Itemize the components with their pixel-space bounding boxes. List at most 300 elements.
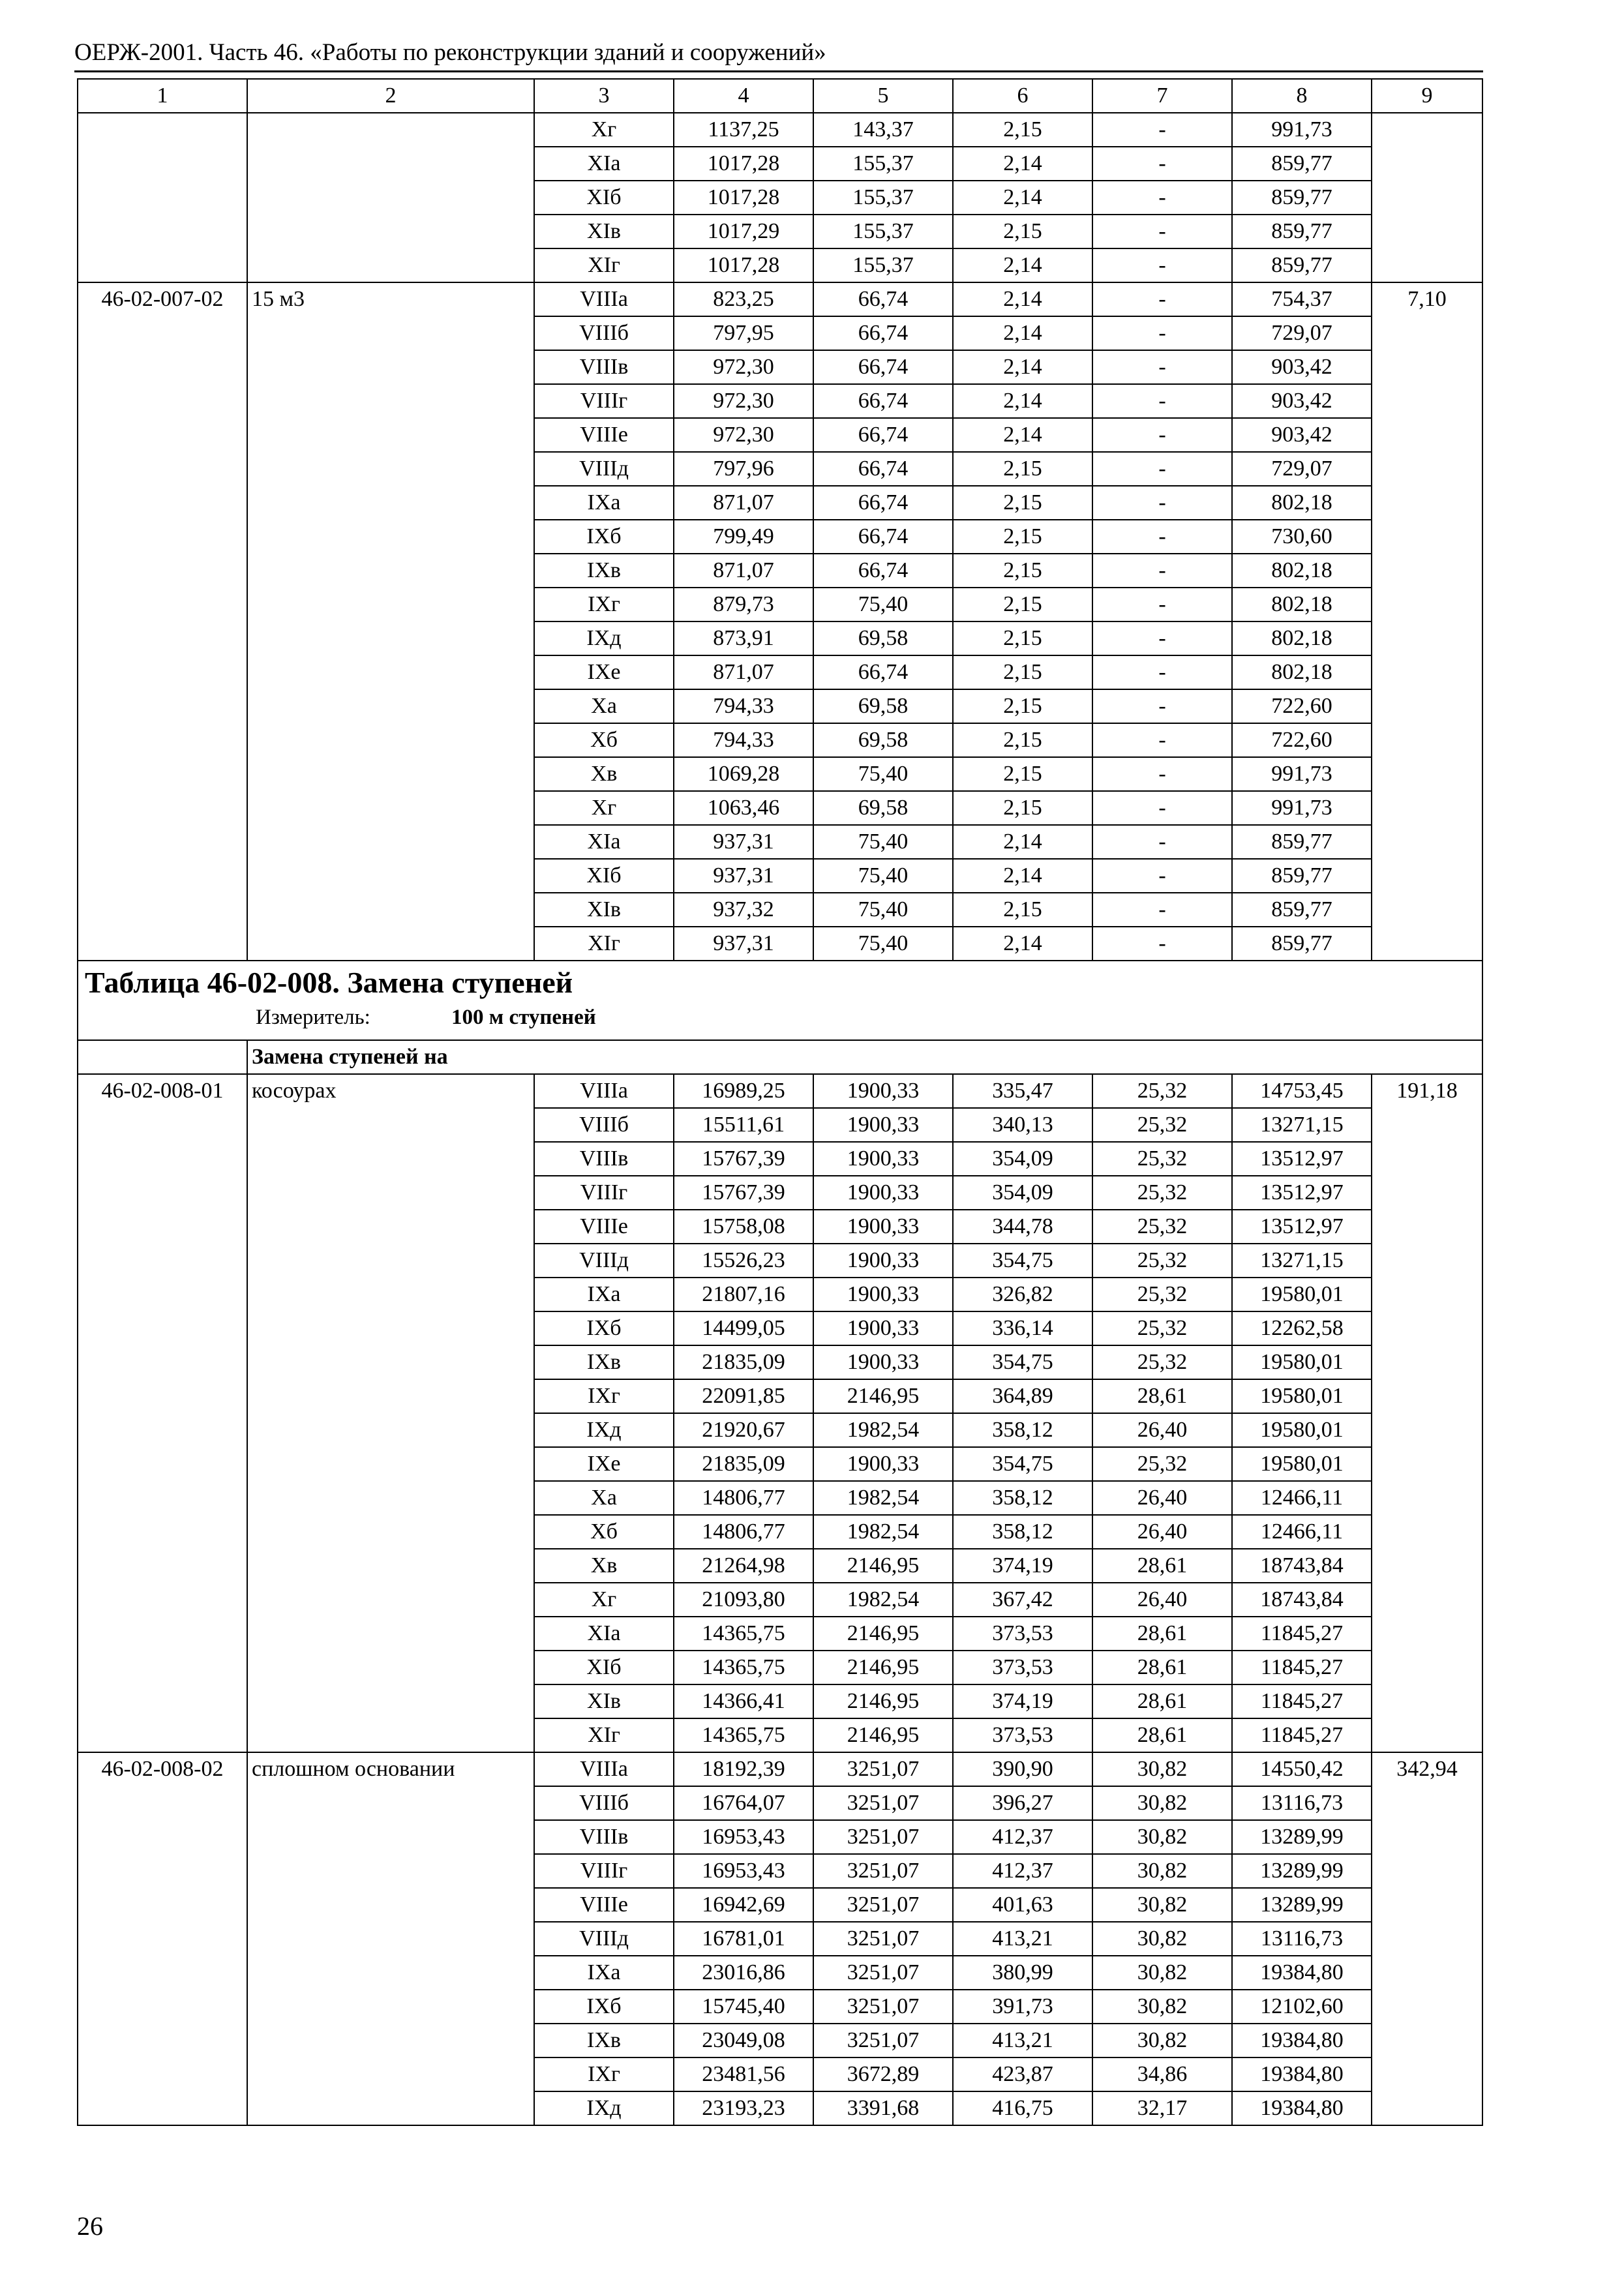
rate-code-cell: 46-02-008-01 (78, 1074, 247, 1752)
labor-cost-cell: 1982,54 (813, 1481, 953, 1515)
zone-cell: XIг (534, 248, 674, 282)
zone-cell: VIIIд (534, 1244, 674, 1278)
zone-cell: IXа (534, 1956, 674, 1990)
driver-wage-cell: - (1092, 927, 1232, 961)
direct-cost-cell: 794,33 (674, 723, 813, 757)
driver-wage-cell: - (1092, 181, 1232, 215)
driver-wage-cell: 28,61 (1092, 1549, 1232, 1583)
driver-wage-cell: - (1092, 520, 1232, 554)
direct-cost-cell: 15526,23 (674, 1244, 813, 1278)
driver-wage-cell: 30,82 (1092, 1820, 1232, 1854)
labor-cost-cell: 1900,33 (813, 1278, 953, 1311)
labor-cost-cell: 69,58 (813, 689, 953, 723)
direct-cost-cell: 14365,75 (674, 1718, 813, 1752)
driver-wage-cell: - (1092, 486, 1232, 520)
labor-cost-cell: 1900,33 (813, 1311, 953, 1345)
materials-cost-cell: 19580,01 (1232, 1447, 1372, 1481)
labor-cost-cell: 3251,07 (813, 1888, 953, 1922)
column-number: 5 (813, 79, 953, 113)
direct-cost-cell: 937,31 (674, 825, 813, 859)
labor-hours-cell (1372, 113, 1482, 282)
zone-cell: IXе (534, 1447, 674, 1481)
unit-of-measure (85, 1002, 1475, 1033)
machine-cost-cell: 2,15 (953, 588, 1092, 621)
labor-cost-cell: 66,74 (813, 655, 953, 689)
unit-value: 100 м ступеней (451, 1006, 596, 1029)
materials-cost-cell: 14753,45 (1232, 1074, 1372, 1108)
machine-cost-cell: 2,14 (953, 316, 1092, 350)
table-title-cell (78, 961, 1482, 1040)
materials-cost-cell: 13289,99 (1232, 1820, 1372, 1854)
zone-cell: XIг (534, 927, 674, 961)
direct-cost-cell: 873,91 (674, 621, 813, 655)
materials-cost-cell: 12466,11 (1232, 1515, 1372, 1549)
zone-cell: VIIIе (534, 1210, 674, 1244)
materials-cost-cell: 11845,27 (1232, 1684, 1372, 1718)
driver-wage-cell: 25,32 (1092, 1311, 1232, 1345)
zone-cell: Xг (534, 113, 674, 147)
direct-cost-cell: 937,32 (674, 893, 813, 927)
driver-wage-cell: - (1092, 859, 1232, 893)
materials-cost-cell: 13289,99 (1232, 1854, 1372, 1888)
driver-wage-cell: 26,40 (1092, 1481, 1232, 1515)
zone-cell: XIа (534, 147, 674, 181)
zone-cell: XIа (534, 825, 674, 859)
labor-cost-cell: 3391,68 (813, 2091, 953, 2125)
driver-wage-cell: 25,32 (1092, 1142, 1232, 1176)
materials-cost-cell: 13271,15 (1232, 1108, 1372, 1142)
machine-cost-cell: 2,15 (953, 655, 1092, 689)
direct-cost-cell: 972,30 (674, 384, 813, 418)
work-name-cell: 15 м3 (247, 282, 534, 961)
zone-cell: IXа (534, 1278, 674, 1311)
rate-code-cell: 46-02-008-02 (78, 1752, 247, 2125)
running-header: ОЕРЖ-2001. Часть 46. «Работы по реконструкции зданий и сооружений» (74, 39, 826, 66)
materials-cost-cell: 19384,80 (1232, 1956, 1372, 1990)
column-number: 9 (1372, 79, 1482, 113)
materials-cost-cell: 12466,11 (1232, 1481, 1372, 1515)
direct-cost-cell: 14806,77 (674, 1515, 813, 1549)
materials-cost-cell: 859,77 (1232, 825, 1372, 859)
zone-cell: IXв (534, 554, 674, 588)
labor-cost-cell: 1900,33 (813, 1210, 953, 1244)
work-name-cell: сплошном основании (247, 1752, 534, 2125)
zone-cell: VIIIб (534, 1786, 674, 1820)
machine-cost-cell: 373,53 (953, 1617, 1092, 1651)
driver-wage-cell: - (1092, 248, 1232, 282)
direct-cost-cell: 16989,25 (674, 1074, 813, 1108)
machine-cost-cell: 358,12 (953, 1515, 1092, 1549)
materials-cost-cell: 19384,80 (1232, 2091, 1372, 2125)
labor-cost-cell: 1982,54 (813, 1583, 953, 1617)
direct-cost-cell: 1017,28 (674, 147, 813, 181)
materials-cost-cell: 722,60 (1232, 689, 1372, 723)
direct-cost-cell: 14365,75 (674, 1651, 813, 1684)
driver-wage-cell: 30,82 (1092, 1956, 1232, 1990)
direct-cost-cell: 21093,80 (674, 1583, 813, 1617)
materials-cost-cell: 19580,01 (1232, 1278, 1372, 1311)
machine-cost-cell: 374,19 (953, 1549, 1092, 1583)
materials-cost-cell: 12102,60 (1232, 1990, 1372, 2024)
direct-cost-cell: 797,96 (674, 452, 813, 486)
direct-cost-cell: 871,07 (674, 655, 813, 689)
labor-cost-cell: 3672,89 (813, 2057, 953, 2091)
driver-wage-cell: 25,32 (1092, 1278, 1232, 1311)
driver-wage-cell: - (1092, 723, 1232, 757)
subheading-spacer (78, 1040, 247, 1074)
machine-cost-cell: 2,15 (953, 757, 1092, 791)
direct-cost-cell: 14366,41 (674, 1684, 813, 1718)
labor-cost-cell: 155,37 (813, 248, 953, 282)
driver-wage-cell: - (1092, 554, 1232, 588)
table-row (78, 282, 1482, 316)
zone-cell: VIIIг (534, 1176, 674, 1210)
labor-cost-cell: 3251,07 (813, 1922, 953, 1956)
zone-cell: IXа (534, 486, 674, 520)
materials-cost-cell: 11845,27 (1232, 1718, 1372, 1752)
driver-wage-cell: 30,82 (1092, 1752, 1232, 1786)
labor-cost-cell: 66,74 (813, 452, 953, 486)
zone-cell: IXб (534, 1311, 674, 1345)
zone-cell: XIб (534, 181, 674, 215)
driver-wage-cell: - (1092, 757, 1232, 791)
labor-cost-cell: 75,40 (813, 893, 953, 927)
zone-cell: IXд (534, 621, 674, 655)
machine-cost-cell: 2,14 (953, 181, 1092, 215)
direct-cost-cell: 23016,86 (674, 1956, 813, 1990)
materials-cost-cell: 11845,27 (1232, 1617, 1372, 1651)
machine-cost-cell: 2,14 (953, 248, 1092, 282)
machine-cost-cell: 413,21 (953, 2024, 1092, 2057)
machine-cost-cell: 2,14 (953, 859, 1092, 893)
driver-wage-cell: 34,86 (1092, 2057, 1232, 2091)
direct-cost-cell: 15767,39 (674, 1176, 813, 1210)
labor-cost-cell: 2146,95 (813, 1379, 953, 1413)
direct-cost-cell: 1137,25 (674, 113, 813, 147)
zone-cell: XIг (534, 1718, 674, 1752)
materials-cost-cell: 903,42 (1232, 418, 1372, 452)
machine-cost-cell: 340,13 (953, 1108, 1092, 1142)
direct-cost-cell: 15745,40 (674, 1990, 813, 2024)
machine-cost-cell: 354,75 (953, 1447, 1092, 1481)
zone-cell: IXв (534, 2024, 674, 2057)
machine-cost-cell: 391,73 (953, 1990, 1092, 2024)
materials-cost-cell: 859,77 (1232, 859, 1372, 893)
driver-wage-cell: 25,32 (1092, 1244, 1232, 1278)
machine-cost-cell: 326,82 (953, 1278, 1092, 1311)
driver-wage-cell: 28,61 (1092, 1684, 1232, 1718)
rate-code-cell: 46-02-007-02 (78, 282, 247, 961)
materials-cost-cell: 13512,97 (1232, 1142, 1372, 1176)
direct-cost-cell: 1017,28 (674, 248, 813, 282)
labor-cost-cell: 155,37 (813, 181, 953, 215)
driver-wage-cell: - (1092, 825, 1232, 859)
direct-cost-cell: 16781,01 (674, 1922, 813, 1956)
zone-cell: VIIIе (534, 418, 674, 452)
labor-cost-cell: 66,74 (813, 316, 953, 350)
machine-cost-cell: 367,42 (953, 1583, 1092, 1617)
driver-wage-cell: 25,32 (1092, 1074, 1232, 1108)
labor-cost-cell: 155,37 (813, 215, 953, 248)
materials-cost-cell: 13512,97 (1232, 1210, 1372, 1244)
zone-cell: IXг (534, 2057, 674, 2091)
materials-cost-cell: 13116,73 (1232, 1786, 1372, 1820)
machine-cost-cell: 396,27 (953, 1786, 1092, 1820)
direct-cost-cell: 1017,28 (674, 181, 813, 215)
labor-cost-cell: 66,74 (813, 554, 953, 588)
driver-wage-cell: 30,82 (1092, 1990, 1232, 2024)
machine-cost-cell: 412,37 (953, 1820, 1092, 1854)
zone-cell: VIIIг (534, 1854, 674, 1888)
zone-cell: Xв (534, 757, 674, 791)
driver-wage-cell: - (1092, 621, 1232, 655)
machine-cost-cell: 2,15 (953, 689, 1092, 723)
direct-cost-cell: 23193,23 (674, 2091, 813, 2125)
driver-wage-cell: 28,61 (1092, 1718, 1232, 1752)
labor-cost-cell: 66,74 (813, 486, 953, 520)
labor-cost-cell: 2146,95 (813, 1718, 953, 1752)
materials-cost-cell: 730,60 (1232, 520, 1372, 554)
table-title-row (78, 961, 1482, 1040)
materials-cost-cell: 903,42 (1232, 384, 1372, 418)
work-name-cell (247, 113, 534, 282)
materials-cost-cell: 729,07 (1232, 452, 1372, 486)
direct-cost-cell: 15758,08 (674, 1210, 813, 1244)
machine-cost-cell: 354,75 (953, 1345, 1092, 1379)
direct-cost-cell: 21264,98 (674, 1549, 813, 1583)
materials-cost-cell: 802,18 (1232, 655, 1372, 689)
machine-cost-cell: 2,14 (953, 927, 1092, 961)
labor-cost-cell: 3251,07 (813, 1956, 953, 1990)
direct-cost-cell: 871,07 (674, 554, 813, 588)
zone-cell: VIIIв (534, 1142, 674, 1176)
labor-cost-cell: 3251,07 (813, 1752, 953, 1786)
materials-cost-cell: 802,18 (1232, 588, 1372, 621)
zone-cell: VIIIв (534, 1820, 674, 1854)
direct-cost-cell: 972,30 (674, 350, 813, 384)
materials-cost-cell: 12262,58 (1232, 1311, 1372, 1345)
rates-table (77, 78, 1483, 2126)
direct-cost-cell: 21807,16 (674, 1278, 813, 1311)
driver-wage-cell: - (1092, 418, 1232, 452)
direct-cost-cell: 23481,56 (674, 2057, 813, 2091)
direct-cost-cell: 823,25 (674, 282, 813, 316)
page-number: 26 (77, 2211, 103, 2241)
labor-cost-cell: 1900,33 (813, 1244, 953, 1278)
machine-cost-cell: 354,75 (953, 1244, 1092, 1278)
direct-cost-cell: 794,33 (674, 689, 813, 723)
machine-cost-cell: 2,14 (953, 350, 1092, 384)
direct-cost-cell: 937,31 (674, 859, 813, 893)
driver-wage-cell: - (1092, 588, 1232, 621)
materials-cost-cell: 18743,84 (1232, 1583, 1372, 1617)
column-number: 3 (534, 79, 674, 113)
column-number: 7 (1092, 79, 1232, 113)
materials-cost-cell: 859,77 (1232, 893, 1372, 927)
driver-wage-cell: 30,82 (1092, 1888, 1232, 1922)
zone-cell: XIб (534, 859, 674, 893)
driver-wage-cell: 25,32 (1092, 1345, 1232, 1379)
zone-cell: VIIIб (534, 1108, 674, 1142)
labor-cost-cell: 75,40 (813, 588, 953, 621)
column-number: 8 (1232, 79, 1372, 113)
driver-wage-cell: 32,17 (1092, 2091, 1232, 2125)
driver-wage-cell: 28,61 (1092, 1617, 1232, 1651)
machine-cost-cell: 2,15 (953, 893, 1092, 927)
driver-wage-cell: 30,82 (1092, 1786, 1232, 1820)
machine-cost-cell: 2,15 (953, 723, 1092, 757)
labor-cost-cell: 1900,33 (813, 1074, 953, 1108)
machine-cost-cell: 2,15 (953, 113, 1092, 147)
labor-cost-cell: 1982,54 (813, 1515, 953, 1549)
labor-cost-cell: 143,37 (813, 113, 953, 147)
materials-cost-cell: 722,60 (1232, 723, 1372, 757)
driver-wage-cell: - (1092, 350, 1232, 384)
labor-cost-cell: 75,40 (813, 859, 953, 893)
table-subheading: Замена ступеней на (247, 1040, 1482, 1074)
driver-wage-cell: 26,40 (1092, 1413, 1232, 1447)
zone-cell: IXб (534, 1990, 674, 2024)
labor-cost-cell: 3251,07 (813, 1854, 953, 1888)
driver-wage-cell: - (1092, 655, 1232, 689)
subheading-row (78, 1040, 1482, 1074)
materials-cost-cell: 19580,01 (1232, 1345, 1372, 1379)
driver-wage-cell: - (1092, 384, 1232, 418)
machine-cost-cell: 358,12 (953, 1413, 1092, 1447)
machine-cost-cell: 2,14 (953, 825, 1092, 859)
driver-wage-cell: 30,82 (1092, 2024, 1232, 2057)
machine-cost-cell: 336,14 (953, 1311, 1092, 1345)
direct-cost-cell: 21835,09 (674, 1447, 813, 1481)
labor-cost-cell: 69,58 (813, 791, 953, 825)
driver-wage-cell: 28,61 (1092, 1379, 1232, 1413)
direct-cost-cell: 18192,39 (674, 1752, 813, 1786)
materials-cost-cell: 19580,01 (1232, 1413, 1372, 1447)
zone-cell: Xа (534, 689, 674, 723)
machine-cost-cell: 374,19 (953, 1684, 1092, 1718)
machine-cost-cell: 354,09 (953, 1176, 1092, 1210)
labor-cost-cell: 3251,07 (813, 1990, 953, 2024)
materials-cost-cell: 903,42 (1232, 350, 1372, 384)
labor-cost-cell: 2146,95 (813, 1651, 953, 1684)
materials-cost-cell: 802,18 (1232, 621, 1372, 655)
machine-cost-cell: 2,15 (953, 452, 1092, 486)
materials-cost-cell: 18743,84 (1232, 1549, 1372, 1583)
driver-wage-cell: 30,82 (1092, 1922, 1232, 1956)
direct-cost-cell: 15767,39 (674, 1142, 813, 1176)
machine-cost-cell: 373,53 (953, 1718, 1092, 1752)
rates-table-body (78, 79, 1482, 2125)
materials-cost-cell: 13271,15 (1232, 1244, 1372, 1278)
driver-wage-cell: - (1092, 113, 1232, 147)
zone-cell: IXе (534, 655, 674, 689)
materials-cost-cell: 859,77 (1232, 215, 1372, 248)
zone-cell: IXг (534, 1379, 674, 1413)
zone-cell: Xа (534, 1481, 674, 1515)
materials-cost-cell: 991,73 (1232, 757, 1372, 791)
machine-cost-cell: 2,15 (953, 215, 1092, 248)
zone-cell: IXв (534, 1345, 674, 1379)
direct-cost-cell: 14806,77 (674, 1481, 813, 1515)
machine-cost-cell: 412,37 (953, 1854, 1092, 1888)
labor-cost-cell: 1900,33 (813, 1142, 953, 1176)
machine-cost-cell: 354,09 (953, 1142, 1092, 1176)
materials-cost-cell: 14550,42 (1232, 1752, 1372, 1786)
labor-cost-cell: 66,74 (813, 520, 953, 554)
materials-cost-cell: 13116,73 (1232, 1922, 1372, 1956)
machine-cost-cell: 358,12 (953, 1481, 1092, 1515)
labor-cost-cell: 1900,33 (813, 1176, 953, 1210)
machine-cost-cell: 380,99 (953, 1956, 1092, 1990)
direct-cost-cell: 1069,28 (674, 757, 813, 791)
labor-cost-cell: 75,40 (813, 927, 953, 961)
direct-cost-cell: 21835,09 (674, 1345, 813, 1379)
materials-cost-cell: 729,07 (1232, 316, 1372, 350)
direct-cost-cell: 1017,29 (674, 215, 813, 248)
zone-cell: IXд (534, 1413, 674, 1447)
machine-cost-cell: 2,15 (953, 520, 1092, 554)
materials-cost-cell: 991,73 (1232, 791, 1372, 825)
column-number: 1 (78, 79, 247, 113)
materials-cost-cell: 991,73 (1232, 113, 1372, 147)
zone-cell: VIIIа (534, 282, 674, 316)
zone-cell: XIв (534, 893, 674, 927)
direct-cost-cell: 15511,61 (674, 1108, 813, 1142)
driver-wage-cell: 25,32 (1092, 1108, 1232, 1142)
materials-cost-cell: 754,37 (1232, 282, 1372, 316)
zone-cell: VIIIб (534, 316, 674, 350)
driver-wage-cell: - (1092, 893, 1232, 927)
direct-cost-cell: 16953,43 (674, 1820, 813, 1854)
labor-hours-cell: 342,94 (1372, 1752, 1482, 2125)
driver-wage-cell: - (1092, 452, 1232, 486)
machine-cost-cell: 344,78 (953, 1210, 1092, 1244)
labor-cost-cell: 1982,54 (813, 1413, 953, 1447)
materials-cost-cell: 859,77 (1232, 181, 1372, 215)
materials-cost-cell: 19580,01 (1232, 1379, 1372, 1413)
driver-wage-cell: - (1092, 147, 1232, 181)
machine-cost-cell: 2,14 (953, 384, 1092, 418)
direct-cost-cell: 797,95 (674, 316, 813, 350)
labor-cost-cell: 1900,33 (813, 1345, 953, 1379)
column-number-row (78, 79, 1482, 113)
materials-cost-cell: 859,77 (1232, 248, 1372, 282)
zone-cell: VIIIг (534, 384, 674, 418)
column-number: 2 (247, 79, 534, 113)
machine-cost-cell: 390,90 (953, 1752, 1092, 1786)
zone-cell: VIIIа (534, 1752, 674, 1786)
zone-cell: Xб (534, 723, 674, 757)
machine-cost-cell: 335,47 (953, 1074, 1092, 1108)
driver-wage-cell: 26,40 (1092, 1583, 1232, 1617)
zone-cell: Xв (534, 1549, 674, 1583)
driver-wage-cell: 25,32 (1092, 1176, 1232, 1210)
materials-cost-cell: 19384,80 (1232, 2057, 1372, 2091)
zone-cell: XIа (534, 1617, 674, 1651)
zone-cell: VIIIд (534, 452, 674, 486)
zone-cell: IXд (534, 2091, 674, 2125)
labor-cost-cell: 2146,95 (813, 1684, 953, 1718)
labor-cost-cell: 1900,33 (813, 1108, 953, 1142)
zone-cell: VIIIд (534, 1922, 674, 1956)
labor-cost-cell: 75,40 (813, 757, 953, 791)
machine-cost-cell: 401,63 (953, 1888, 1092, 1922)
zone-cell: IXг (534, 588, 674, 621)
machine-cost-cell: 2,15 (953, 791, 1092, 825)
direct-cost-cell: 16953,43 (674, 1854, 813, 1888)
labor-cost-cell: 75,40 (813, 825, 953, 859)
materials-cost-cell: 13289,99 (1232, 1888, 1372, 1922)
